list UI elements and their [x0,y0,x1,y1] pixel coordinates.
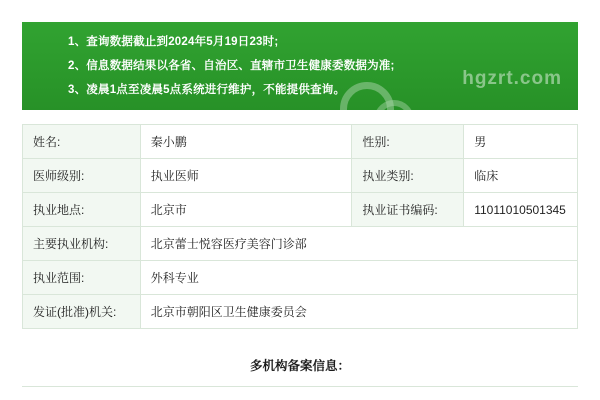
cell-value-gender: 男 [464,125,578,159]
cell-value-practice-scope: 外科专业 [141,261,578,295]
cell-value-practice-category: 临床 [464,159,578,193]
cell-value-practice-location: 北京市 [141,193,353,227]
cell-value-name: 秦小鹏 [141,125,353,159]
cell-label-gender: 性别: [352,125,464,159]
cell-label-license-number: 执业证书编码: [352,193,464,227]
cell-label-practice-scope: 执业范围: [23,261,141,295]
table-row [23,125,578,159]
cell-value-main-institution: 北京蕾士悦容医疗美容门诊部 [141,227,578,261]
table-row [23,261,578,295]
cell-label-main-institution: 主要执业机构: [23,227,141,261]
cell-label-doctor-level: 医师级别: [23,159,141,193]
notice-line-3: 3、凌晨1点至凌晨5点系统进行维护，不能提供查询。 [68,84,346,96]
cell-label-practice-category: 执业类别: [352,159,464,193]
cell-value-doctor-level: 执业医师 [141,159,353,193]
table-row [23,295,578,329]
notice-line-2: 2、信息数据结果以各省、自治区、直辖市卫生健康委数据为准; [68,60,395,72]
cell-value-license-number: 11011010501345 [464,193,578,227]
cell-label-issuing-authority: 发证(批准)机关: [23,295,141,329]
divider [22,386,578,387]
cell-label-name: 姓名: [23,125,141,159]
table-row [23,227,578,261]
doctor-info-table [22,124,578,329]
notice-banner [22,22,578,110]
table-row [23,193,578,227]
table-row [23,159,578,193]
watermark-text: hgzrt.com [462,68,562,89]
notice-line-1: 1、查询数据截止到2024年5月19日23时; [68,36,279,48]
section-title-multi-institution: 多机构备案信息： [249,359,350,373]
cell-value-issuing-authority: 北京市朝阳区卫生健康委员会 [141,295,578,329]
cell-label-practice-location: 执业地点: [23,193,141,227]
